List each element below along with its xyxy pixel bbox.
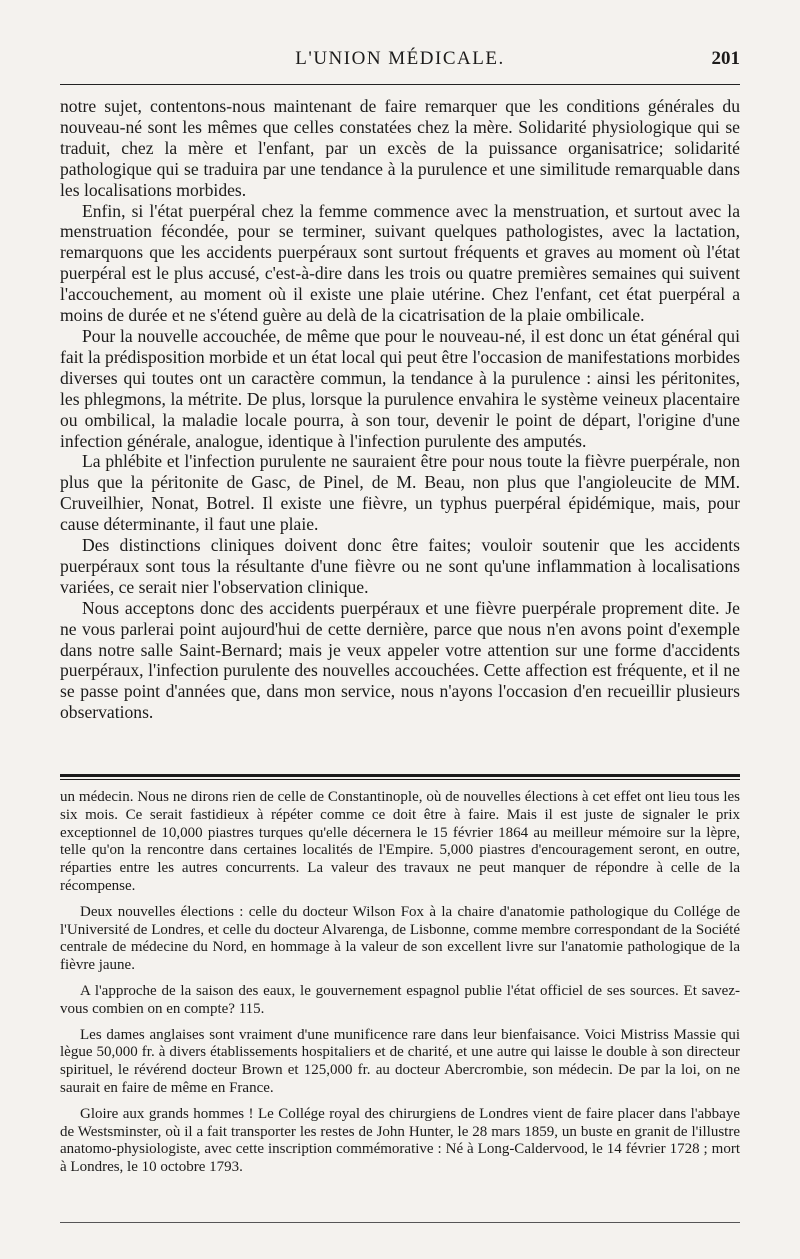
feuilleton-divider: [60, 774, 740, 780]
feuilleton-paragraph: un médecin. Nous ne dirons rien de celle de Constantinople, où de nouvelles élections à cet effet ont lieu tous les six mois. Ce serait fastidieux à répéter comme ce doit être à faire. Mais il est juste de signaler le prix exceptionnel de 10,000 piastres turques qu'elle décernera le 15 février 1864 au meilleur mémoire sur la lèpre, telle qu'on la rencontre dans certaines localités de l'Empire. 5,000 piastres d'encouragement seront, en outre, réparties entre les autres concurrents. La valeur des travaux ne peut manquer de répondre à celle de la récompense.: [60, 789, 740, 894]
feuilleton-paragraph: Les dames anglaises sont vraiment d'une munificence rare dans leur bienfaisance. Voici Mistriss Massie qui lègue 50,000 fr. à divers établissements hospitaliers et de charité, et une autre qui laisse le double à son directeur spirituel, le révérend docteur Brown et 125,000 fr. au docteur Abercrombie, son médecin. De par la loi, on ne saurait en faire de même en France.: [60, 1026, 740, 1096]
paragraph: Nous acceptons donc des accidents puerpéraux et une fièvre puerpérale proprement dite. Je ne vous parlerai point aujourd'hui de cette dernière, parce que nous n'en avons point d'exemple dans notre salle Saint-Bernard; mais je veux appeler votre attention sur une forme d'accidents puerpéraux, l'infection purulente des nouvelles accouchées. Cette affection est fréquente, et il ne se passe point d'années que, dans mon service, nous n'ayons l'occasion d'en recueillir plusieurs observations.: [60, 597, 740, 723]
feuilleton-paragraph: Deux nouvelles élections : celle du docteur Wilson Fox à la chaire d'anatomie pathologique du Collége de l'Université de Londres, et celle du docteur Alvarenga, de Lisbonne, comme membre correspondant de la Société centrale de médecine du Nord, en hommage à la valeur de son excellent livre sur l'anatomie pathologique de la fièvre jaune.: [60, 903, 740, 974]
paragraph: La phlébite et l'infection purulente ne sauraient être pour nous toute la fièvre puerpérale, non plus que la péritonite de Gasc, de Pinel, de M. Beau, non plus que l'angioleucite de MM. Cruveilhier, Nonat, Botrel. Il existe une fièvre, un typhus puerpéral épidémique, mais, pour cause déterminante, il faut une plaie.: [60, 451, 740, 535]
page-number: 201: [711, 48, 740, 69]
paragraph: Des distinctions cliniques doivent donc être faites; vouloir soutenir que les accidents puerpéraux sont tous la résultante d'une fièvre ou ne sont qu'une inflammation à localisations variées, ce serait nier l'observation clinique.: [60, 535, 740, 597]
bottom-rule: [60, 1222, 740, 1223]
paragraph: notre sujet, contentons-nous maintenant de faire remarquer que les conditions générales du nouveau-né sont les mêmes que celles constatées chez la mère. Solidarité physiologique qui se traduit, chez la mère et l'enfant, par un excès de la puissance organisatrice; solidarité pathologique qui se traduira par une tendance à la purulence et une similitude remarquable dans les localisations morbides.: [60, 96, 740, 200]
page-header: [60, 48, 740, 78]
running-head: L'UNION MÉDICALE.: [295, 48, 505, 69]
feuilleton-paragraph: Gloire aux grands hommes ! Le Collége royal des chirurgiens de Londres vient de faire placer dans l'abbaye de Westsminster, où il a fait transporter les restes de John Hunter, le 28 mars 1859, un buste en granit de l'illustre anatomo-physiologiste, avec cette inscription commémorative : Né à Long-Caldervood, le 14 février 1728 ; mort à Londres, le 10 octobre 1793.: [60, 1105, 740, 1176]
feuilleton-section: [60, 789, 740, 1185]
header-rule: [60, 84, 740, 85]
feuilleton-paragraph: A l'approche de la saison des eaux, le gouvernement espagnol publie l'état officiel de ses sources. Et savez-vous combien on en compte? 115.: [60, 982, 740, 1017]
main-article: [60, 96, 740, 723]
paragraph: Enfin, si l'état puerpéral chez la femme commence avec la menstruation, et surtout avec la menstruation fécondée, pour se terminer, suivant quelques pathologistes, avec la lactation, remarquons que les accidents puerpéraux sont surtout fréquents et graves au moment où l'état puerpéral est le plus accusé, c'est-à-dire dans les trois ou quatre premières semaines qui suivent l'accouchement, au moment où il existe une plaie utérine. Chez l'enfant, cet état puerpéral a moins de durée et ne s'étend guère au delà de la cicatrisation de la plaie ombilicale.: [60, 200, 740, 326]
paragraph: Pour la nouvelle accouchée, de même que pour le nouveau-né, il est donc un état général qui fait la prédisposition morbide et un état local qui peut être l'occasion de manifestations morbides diverses qui toutes ont un caractère commun, la tendance à la purulence : ainsi les péritonites, les phlegmons, la métrite. De plus, lorsque la purulence envahira le système veineux placentaire ou ombilical, la maladie locale pourra, à son tour, devenir le point de départ, l'origine d'une infection générale, analogue, identique à l'infection purulente des amputés.: [60, 325, 740, 451]
